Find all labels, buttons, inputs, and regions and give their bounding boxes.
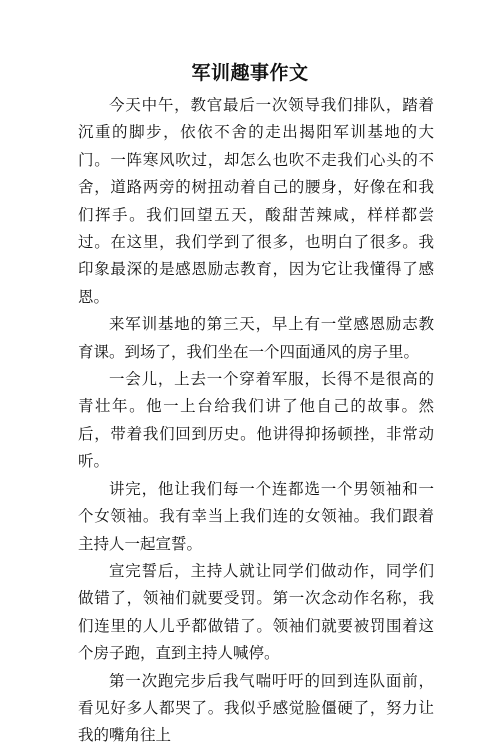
paragraph-3: 一会儿，上去一个穿着军服，长得不是很高的青壮年。他一上台给我们讲了他自己的故事。然后，带着我们回到历史。他讲得抑扬顿挫，非常动听。 — [78, 370, 434, 471]
document-title: 军训趣事作文 — [191, 62, 309, 84]
paragraph-4: 讲完，他让我们每一个连都选一个男领袖和一个女领袖。我有幸当上我们连的女领袖。我们跟着主持人一起宣誓。 — [78, 479, 434, 553]
paragraph-2: 来军训基地的第三天，早上有一堂感恩励志教育课。到场了，我们坐在一个四面通风的房子里。 — [78, 315, 434, 361]
paragraph-5: 宣完誓后，主持人就让同学们做动作，同学们做错了，领袖们就要受罚。第一次念动作名称，我们连里的人儿乎都做错了。领袖们就要被罚围着这个房子跑，直到主持人喊停。 — [78, 561, 434, 663]
paragraph-1: 今天中午，教官最后一次领导我们排队，踏着沉重的脚步，依依不舍的走出揭阳军训基地的大门。一阵寒风吹过，却怎么也吹不走我们心头的不舍，道路两旁的树扭动着自己的腰身，好像在和我们挥手。我们回望五天，酸甜苦辣咸，样样都尝过。在这里，我们学到了很多，也明白了很多。我印象最深的是感恩励志教育，因为它让我懂得了感恩。 — [78, 96, 434, 306]
document-body — [78, 92, 434, 750]
paragraph-6: 第一次跑完步后我气喘吁吁的回到连队面前，看见好多人都哭了。我似乎感觉脸僵硬了，努力让我的嘴角往上 — [78, 671, 434, 745]
